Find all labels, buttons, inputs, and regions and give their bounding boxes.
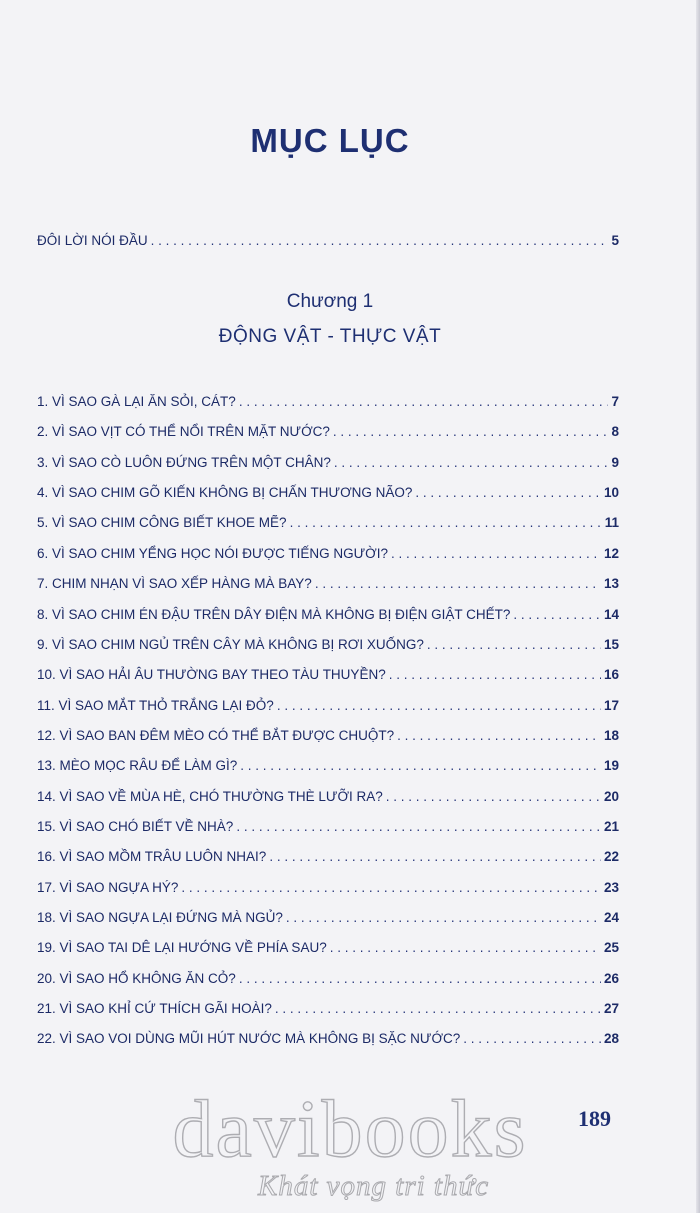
toc-row	[37, 607, 619, 629]
dot-leader	[427, 637, 601, 652]
toc-row	[37, 849, 619, 871]
dot-leader	[330, 940, 601, 955]
toc-label: 6. VÌ SAO CHIM YỂNG HỌC NÓI ĐƯỢC TIẾNG NGƯỜI?	[37, 545, 389, 561]
toc-label: 7. CHIM NHẠN VÌ SAO XẾP HÀNG MÀ BAY?	[37, 576, 312, 592]
dot-leader	[389, 667, 601, 682]
toc-page-number: 10	[603, 485, 619, 501]
toc-page-number: 28	[603, 1031, 619, 1047]
dot-leader	[239, 971, 601, 986]
toc-label: 11. VÌ SAO MẮT THỎ TRẮNG LẠI ĐỎ?	[37, 697, 274, 713]
toc-label: 15. VÌ SAO CHÓ BIẾT VỀ NHÀ?	[37, 818, 234, 834]
toc-page-number: 21	[603, 818, 619, 834]
dot-leader	[275, 1001, 601, 1016]
chapter-number: Chương 1	[286, 291, 374, 312]
dot-leader	[391, 546, 601, 561]
toc-row	[37, 637, 619, 659]
toc-row	[37, 1031, 619, 1053]
toc-row	[37, 485, 619, 507]
toc-label: 19. VÌ SAO TAI DÊ LẠI HƯỚNG VỀ PHÍA SAU?	[37, 940, 327, 956]
toc-page-number: 18	[603, 727, 619, 743]
toc-row	[37, 971, 619, 993]
toc-label: 16. VÌ SAO MỒM TRÂU LUÔN NHAI?	[37, 849, 267, 865]
toc-label: 14. VÌ SAO VỀ MÙA HÈ, CHÓ THƯỜNG THÈ LƯỠI RA?	[37, 788, 383, 804]
toc-row	[37, 789, 619, 811]
toc-page-number: 16	[603, 667, 619, 683]
toc-label: 10. VÌ SAO HẢI ÂU THƯỜNG BAY THEO TÀU THUYỀN?	[37, 667, 386, 683]
toc-page-number: 19	[603, 758, 619, 774]
watermark-slogan: Khát vọng tri thức	[258, 1170, 490, 1202]
toc-page-number: 9	[611, 454, 619, 470]
toc-label: 17. VÌ SAO NGỰA HÝ?	[37, 879, 179, 895]
toc-row	[37, 455, 619, 477]
dot-leader	[181, 880, 601, 895]
toc-row	[37, 394, 619, 416]
toc-label: 18. VÌ SAO NGỰA LẠI ĐỨNG MÀ NGỦ?	[37, 910, 283, 925]
dot-leader	[240, 758, 601, 773]
page-title: MỤC LỤC	[250, 122, 410, 159]
toc-label: 4. VÌ SAO CHIM GÕ KIẾN KHÔNG BỊ CHẤN THƯƠNG NÃO?	[37, 485, 413, 501]
toc-page-number: 15	[603, 636, 619, 652]
dot-leader	[290, 515, 602, 530]
toc-page-number: 5	[611, 233, 619, 248]
dot-leader	[286, 910, 601, 925]
dot-leader	[463, 1031, 601, 1046]
toc-label: 12. VÌ SAO BAN ĐÊM MÈO CÓ THỂ BẮT ĐƯỢC CHUỘT?	[37, 727, 395, 743]
dot-leader	[386, 789, 601, 804]
dot-leader	[333, 424, 609, 439]
toc-page-number: 11	[604, 515, 619, 531]
toc-row	[37, 424, 619, 446]
page-number: 189	[578, 1106, 611, 1131]
dot-leader	[236, 819, 601, 834]
toc-page-number: 27	[603, 1001, 619, 1016]
toc-row	[37, 819, 619, 841]
toc-label: 9. VÌ SAO CHIM NGỦ TRÊN CÂY MÀ KHÔNG BỊ RƠI XUỐNG?	[37, 636, 424, 652]
watermark-brand: davibooks	[172, 1083, 528, 1174]
dot-leader	[334, 455, 609, 470]
toc-label: 21. VÌ SAO KHỈ CỨ THÍCH GÃI HOÀI?	[37, 1001, 272, 1016]
toc-page-number: 7	[611, 394, 619, 409]
toc-page-number: 12	[603, 545, 619, 561]
dot-leader	[239, 394, 609, 409]
toc-label: 22. VÌ SAO VOI DÙNG MŨI HÚT NƯỚC MÀ KHÔNG BỊ SẶC NƯỚC?	[37, 1031, 461, 1047]
dot-leader	[513, 607, 601, 622]
toc-row-preface	[37, 233, 619, 255]
toc-row	[37, 576, 619, 598]
toc-page-number: 24	[603, 910, 619, 925]
toc-page-number: 22	[603, 849, 619, 865]
toc-row	[37, 880, 619, 902]
toc-label: 2. VÌ SAO VỊT CÓ THỂ NỔI TRÊN MẶT NƯỚC?	[37, 424, 330, 440]
toc-label: 3. VÌ SAO CÒ LUÔN ĐỨNG TRÊN MỘT CHÂN?	[37, 454, 331, 470]
dot-leader	[269, 849, 601, 864]
toc-page-number: 17	[603, 697, 619, 713]
toc-row	[37, 940, 619, 962]
dot-leader	[277, 698, 601, 713]
toc-page-number: 13	[603, 576, 619, 592]
chapter-title: ĐỘNG VẬT - THỰC VẬT	[218, 326, 442, 347]
toc-row	[37, 515, 619, 537]
toc-label: 5. VÌ SAO CHIM CÔNG BIẾT KHOE MẼ?	[37, 515, 287, 531]
toc-row	[37, 546, 619, 568]
dot-leader	[315, 576, 601, 591]
page-edge	[696, 0, 700, 1213]
toc-page-number: 23	[603, 879, 619, 895]
toc-row	[37, 667, 619, 689]
toc-row	[37, 698, 619, 720]
toc-label: 1. VÌ SAO GÀ LẠI ĂN SỎI, CÁT?	[37, 394, 236, 409]
toc-label: 13. MÈO MỌC RÂU ĐỂ LÀM GÌ?	[37, 758, 238, 774]
toc-row	[37, 910, 619, 932]
toc-label: 20. VÌ SAO HỔ KHÔNG ĂN CỎ?	[37, 970, 236, 986]
toc-page-number: 26	[603, 970, 619, 986]
dot-leader	[397, 728, 601, 743]
toc-page-number: 8	[611, 424, 619, 440]
toc-page-number: 14	[603, 606, 619, 622]
dot-leader	[415, 485, 601, 500]
toc-page-number: 25	[603, 940, 619, 956]
dot-leader	[151, 233, 609, 248]
toc-row	[37, 758, 619, 780]
toc-row	[37, 728, 619, 750]
toc-page-number: 20	[603, 788, 619, 804]
toc-row	[37, 1001, 619, 1023]
toc-label: 8. VÌ SAO CHIM ÉN ĐẬU TRÊN DÂY ĐIỆN MÀ KHÔNG BỊ ĐIỆN GIẬT CHẾT?	[37, 606, 511, 622]
toc-label: ĐÔI LỜI NÓI ĐẦU	[37, 233, 148, 248]
